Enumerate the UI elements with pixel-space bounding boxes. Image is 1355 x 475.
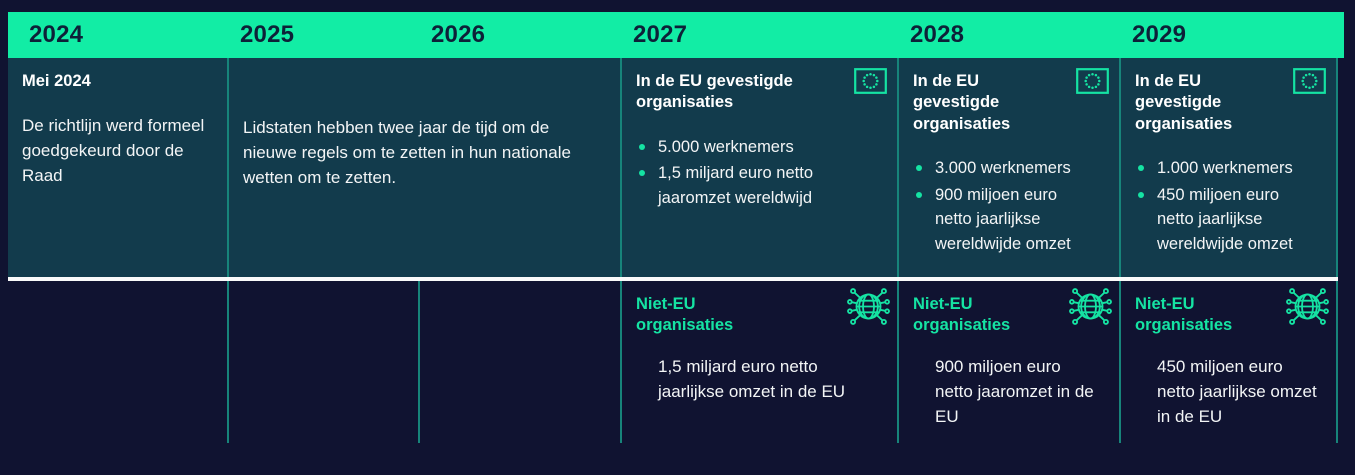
empty-cell-2025 bbox=[227, 281, 418, 443]
non-eu-org-title: Niet-EU organisaties bbox=[1135, 295, 1233, 335]
milestone-cell-2025-2026 bbox=[227, 58, 620, 277]
eu-org-cell-2029 bbox=[1119, 58, 1338, 277]
non-eu-org-body: 450 miljoen euro netto jaarlijkse omzet in de EU bbox=[1157, 356, 1317, 426]
criteria-item: 1,5 miljard euro netto jaaromzet wereldwijd bbox=[636, 161, 887, 212]
year-label-2025: 2025 bbox=[240, 21, 295, 48]
non-eu-org-title: Niet-EU organisaties bbox=[636, 295, 734, 335]
milestone-body: De richtlijn werd formeel goedgekeurd door de Raad bbox=[22, 116, 205, 186]
globe-network-icon bbox=[1069, 286, 1112, 332]
year-label-2027: 2027 bbox=[633, 21, 688, 48]
eu-org-title: In de EU gevestigde organisaties bbox=[913, 72, 1011, 133]
criteria-list bbox=[636, 135, 887, 212]
globe-network-icon bbox=[847, 286, 890, 332]
globe-network-icon bbox=[1286, 286, 1329, 332]
empty-cell-2024 bbox=[8, 281, 227, 443]
milestone-title: Mei 2024 bbox=[22, 72, 91, 90]
eu-org-cell-2027 bbox=[620, 58, 897, 277]
eu-requirements-row bbox=[8, 58, 1338, 277]
eu-org-title: In de EU gevestigde organisaties bbox=[1135, 72, 1233, 133]
non-eu-org-cell-2028 bbox=[897, 281, 1119, 443]
year-label-2026: 2026 bbox=[431, 21, 486, 48]
criteria-item: 1.000 werknemers bbox=[1135, 156, 1326, 182]
criteria-list bbox=[913, 156, 1109, 258]
milestone-cell-2024 bbox=[8, 58, 227, 277]
eu-org-title: In de EU gevestigde organisaties bbox=[636, 72, 793, 112]
criteria-item: 5.000 werknemers bbox=[636, 135, 887, 161]
eu-org-cell-2028 bbox=[897, 58, 1119, 277]
year-label-2028: 2028 bbox=[910, 21, 965, 48]
non-eu-org-cell-2029 bbox=[1119, 281, 1338, 443]
non-eu-org-body: 900 miljoen euro netto jaaromzet in de EU bbox=[935, 356, 1094, 426]
criteria-item: 450 miljoen euro netto jaarlijkse wereldwijde omzet bbox=[1135, 183, 1326, 258]
year-band bbox=[8, 12, 1344, 58]
non-eu-requirements-row bbox=[8, 281, 1338, 443]
eu-flag-icon bbox=[854, 68, 887, 99]
milestone-body: Lidstaten hebben twee jaar de tijd om de nieuwe regels om te zetten in hun nationale wetten om te zetten. bbox=[243, 118, 571, 187]
year-label-2024: 2024 bbox=[29, 21, 84, 48]
empty-cell-2026 bbox=[418, 281, 620, 443]
non-eu-org-cell-2027 bbox=[620, 281, 897, 443]
year-label-2029: 2029 bbox=[1132, 21, 1187, 48]
criteria-list bbox=[1135, 156, 1326, 258]
criteria-item: 3.000 werknemers bbox=[913, 156, 1109, 182]
criteria-item: 900 miljoen euro netto jaarlijkse wereldwijde omzet bbox=[913, 183, 1109, 258]
eu-flag-icon bbox=[1293, 68, 1326, 99]
non-eu-org-title: Niet-EU organisaties bbox=[913, 295, 1011, 335]
non-eu-org-body: 1,5 miljard euro netto jaarlijkse omzet in de EU bbox=[658, 356, 846, 401]
eu-flag-icon bbox=[1076, 68, 1109, 99]
